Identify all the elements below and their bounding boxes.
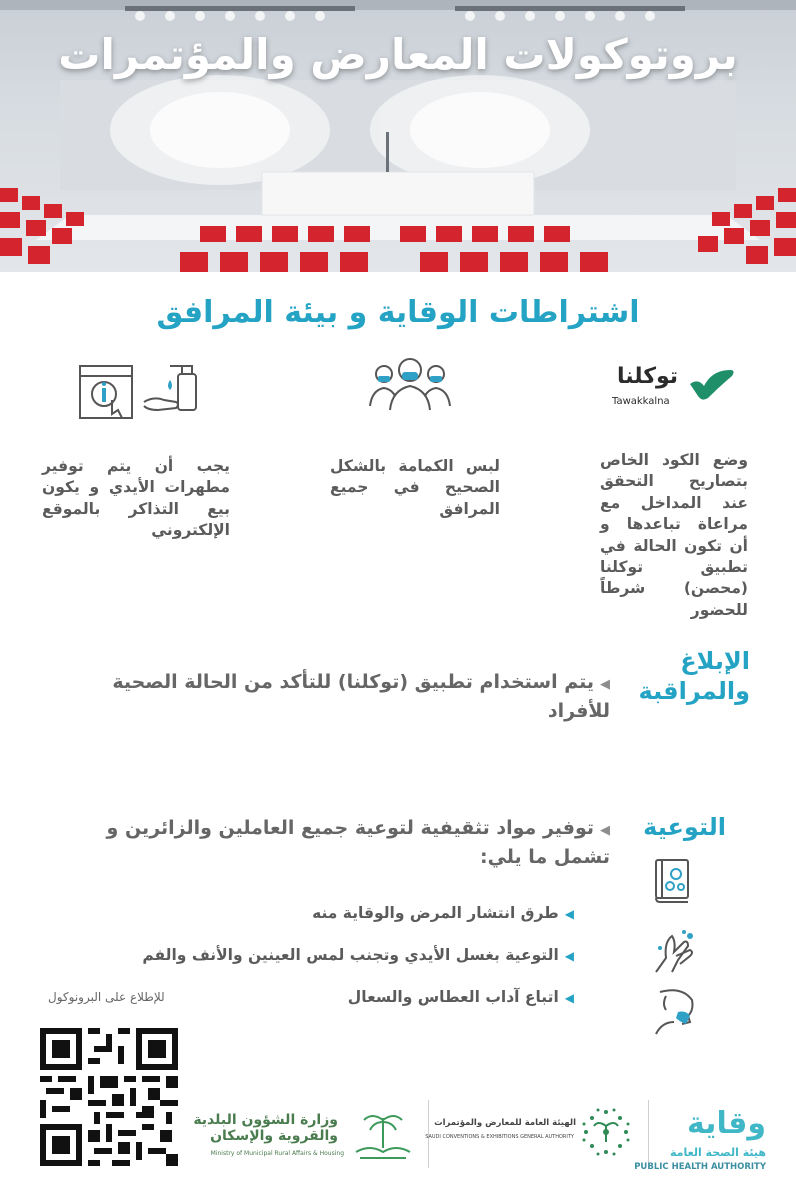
wiqaya-name-en: PUBLIC HEALTH AUTHORITY xyxy=(634,1162,766,1172)
footer-divider xyxy=(648,1100,649,1168)
bullet-triangle-icon: ◀ xyxy=(600,823,610,838)
ministry-name-en: Ministry of Municipal Rural Affairs & Housing xyxy=(210,1150,344,1157)
tawakkalna-check-icon xyxy=(686,364,738,404)
wiqaya-name: وقاية xyxy=(686,1106,766,1141)
ministry-name-line2: والقروية والإسكان xyxy=(210,1128,338,1144)
section-title: اشتراطات الوقاية و بيئة المرافق xyxy=(156,295,640,330)
reporting-label-line1: الإبلاغ xyxy=(680,647,750,675)
awareness-item: ◀طرق انتشار المرض والوقاية منه xyxy=(312,904,574,922)
reporting-label xyxy=(640,646,750,706)
bullet-triangle-icon: ◀ xyxy=(600,677,610,692)
bullet-triangle-icon: ◀ xyxy=(564,907,574,921)
awareness-label: التوعية xyxy=(643,813,726,841)
tawakkalna-logo-en: Tawakkalna xyxy=(612,396,670,407)
hand-washing-icon xyxy=(650,928,698,976)
hero-title: بروتوكولات المعارض والمؤتمرات xyxy=(58,30,738,79)
hero-banner xyxy=(0,0,796,272)
ministry-name-line1: وزارة الشؤون البلدية xyxy=(193,1112,338,1128)
bullet-triangle-icon: ◀ xyxy=(564,949,574,963)
sanitizer-requirement-text: يجب أن يتم توفير مطهرات الأيدي و يكون بيع التذاكر بالموقع الإلكتروني xyxy=(42,457,230,540)
scega-name-ar: الهيئة العامة للمعارض والمؤتمرات xyxy=(434,1118,576,1128)
awareness-item: ◀التوعية بغسل الأيدي وتجنب لمس العينين والأنف والفم xyxy=(142,946,574,964)
qr-code[interactable] xyxy=(40,1028,178,1166)
tawakkalna-requirement-text: وضع الكود الخاص بتصاريح التحقق عند المداخل مع مراعاة تباعدها و أن تكون الحالة في تطبيق توكلنا (محصن) شرطاً للحضور xyxy=(600,451,748,619)
reporting-text-row xyxy=(60,668,610,725)
online-ticket-icon xyxy=(78,364,134,420)
bullet-triangle-icon: ◀ xyxy=(564,991,574,1005)
awareness-book-icon xyxy=(652,858,692,904)
awareness-text: توفير مواد تثقيفية لتوعية جميع العاملين والزائرين و تشمل ما يلي: xyxy=(106,817,610,868)
reporting-label-line2: والمراقبة xyxy=(638,677,750,705)
ministry-palm-icon xyxy=(350,1108,416,1164)
qr-caption: للإطلاع على البرونوكول xyxy=(48,990,165,1004)
scega-palm-emblem-icon xyxy=(578,1104,634,1160)
hand-sanitizer-icon xyxy=(140,356,204,418)
tawakkalna-logo-ar: توكلنا xyxy=(617,364,679,389)
sneeze-etiquette-icon xyxy=(652,986,700,1036)
wiqaya-sub-name: هيئة الصحة العامة xyxy=(670,1146,766,1159)
scega-name-en: SAUDI CONVENTIONS & EXHIBITIONS GENERAL AUTHORITY xyxy=(425,1134,574,1140)
awareness-text-row xyxy=(60,814,610,871)
masks-requirement-text: لبس الكمامة بالشكل الصحيح في جميع المرافق xyxy=(330,457,500,518)
masked-people-icon xyxy=(362,356,458,412)
reporting-text: يتم استخدام تطبيق (توكلنا) للتأكد من الحالة الصحية للأفراد xyxy=(112,671,610,722)
awareness-item: ◀اتباع آداب العطاس والسعال xyxy=(347,988,574,1006)
